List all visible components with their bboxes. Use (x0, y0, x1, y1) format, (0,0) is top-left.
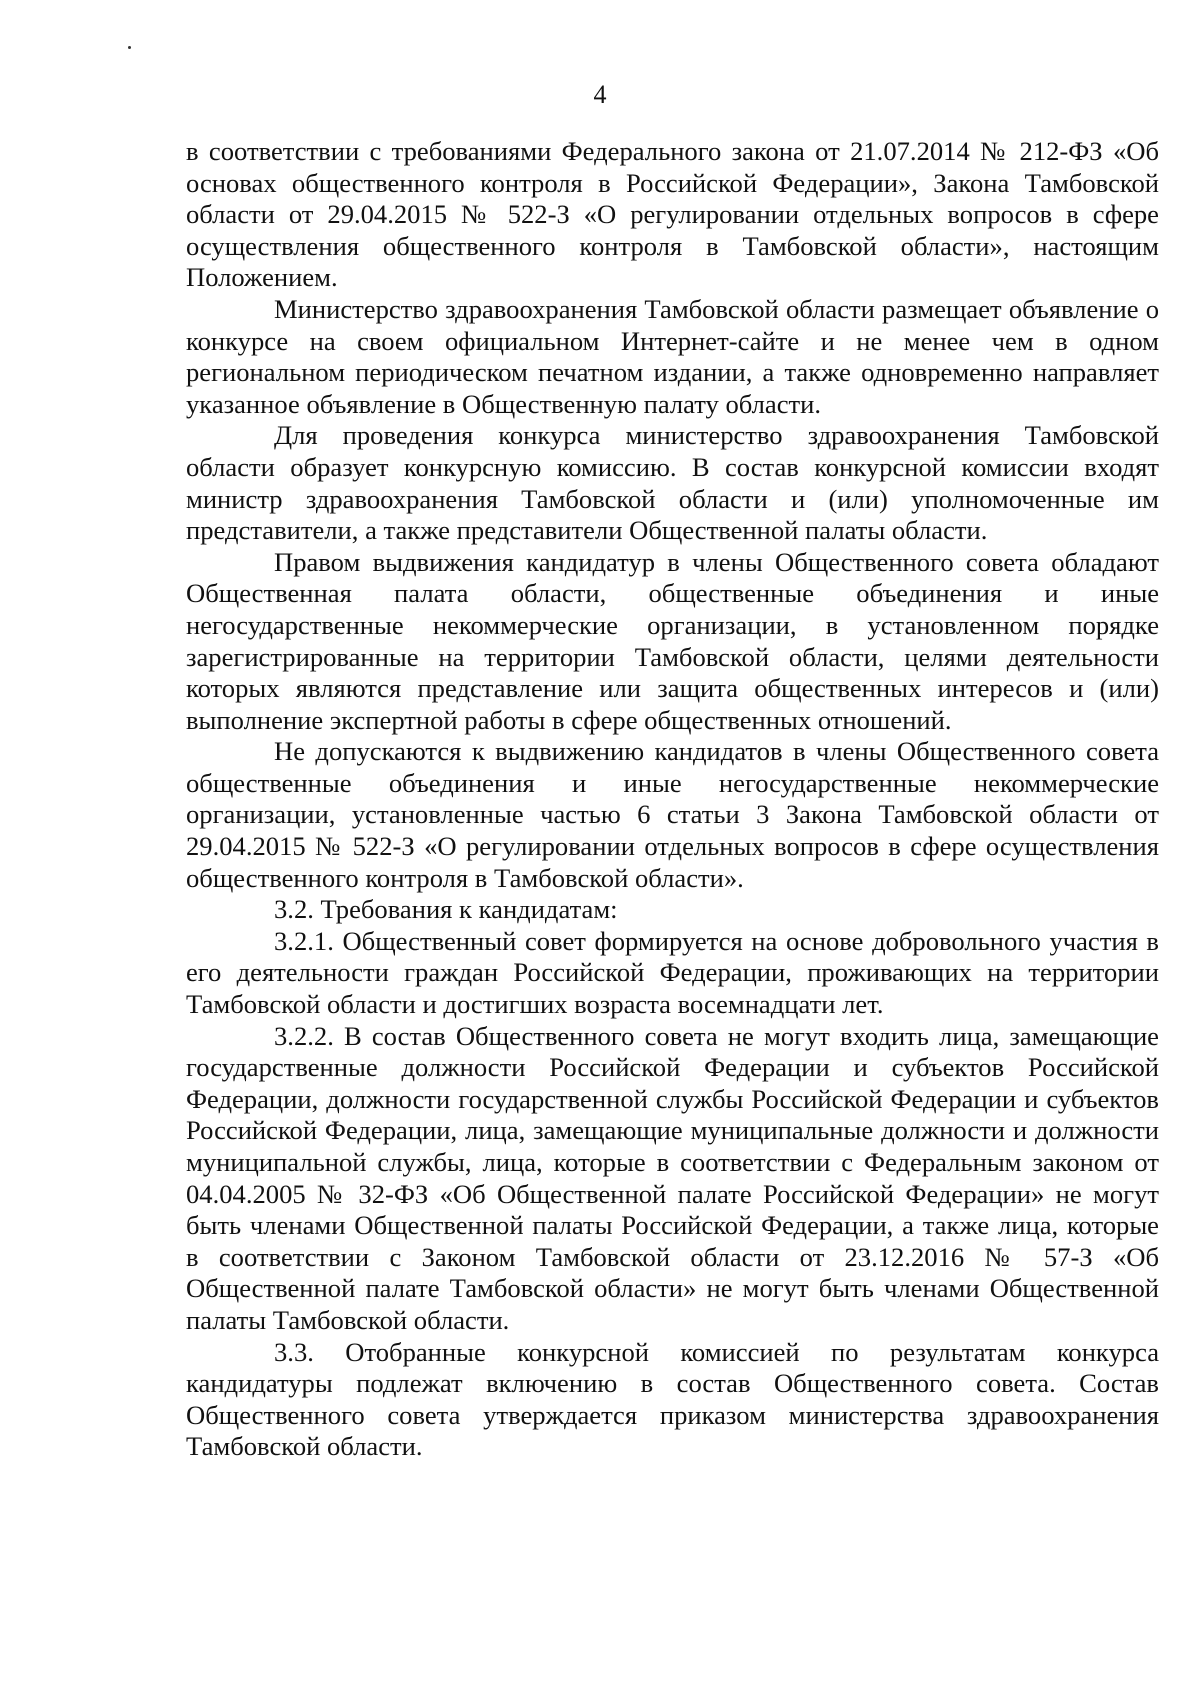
paragraph-3-3: 3.3. Отобранные конкурсной комиссией по результатам конкурса кандидатуры подлежат включению в состав Общественного совета. Состав Общественного совета утверждается приказом министерства здравоохранения Тамбовской области. (186, 1336, 1159, 1462)
paragraph-nomination-right: Правом выдвижения кандидатур в члены Общественного совета обладают Общественная палата области, общественные объединения и иные негосударственные некоммерческие организации, в установленном порядке зарегистрированные на территории Тамбовской области, целями деятельности которых являются представление или защита общественных интересов и (или) выполнение экспертной работы в сфере общественных отношений. (186, 546, 1159, 735)
paragraph-nomination-restriction: Не допускаются к выдвижению кандидатов в члены Общественного совета общественные объединения и иные негосударственные некоммерческие организации, установленные частью 6 статьи 3 Закона Тамбовской области от 29.04.2015 № 522-З «О регулировании отдельных вопросов в сфере осуществления общественного контроля в Тамбовской области». (186, 736, 1159, 893)
paragraph-3-2-1: 3.2.1. Общественный совет формируется на основе добровольного участия в его деятельности граждан Российской Федерации, проживающих на территории Тамбовской области и достигших возраста восемнадцати лет. (186, 925, 1159, 1020)
document-body (186, 136, 1159, 1463)
paragraph-continuation: в соответствии с требованиями Федерального закона от 21.07.2014 № 212-ФЗ «Об основах общественного контроля в Российской Федерации», Закона Тамбовской области от 29.04.2015 № 522-З «О регулировании отдельных вопросов в сфере осуществления общественного контроля в Тамбовской области», настоящим Положением. (186, 136, 1159, 293)
paragraph-announcement: Министерство здравоохранения Тамбовской области размещает объявление о конкурсе на своем официальном Интернет-сайте и не менее чем в одном региональном периодическом печатном издании, а также одновременно направляет указанное объявление в Общественную палату области. (186, 293, 1159, 419)
paragraph-3-2-2: 3.2.2. В состав Общественного совета не могут входить лица, замещающие государственные должности Российской Федерации и субъектов Российской Федерации, должности государственной службы Российской Федерации и субъектов Российской Федерации, лица, замещающие муниципальные должности и должности муниципальной службы, лица, которые в соответствии с Федеральным законом от 04.04.2005 № 32-ФЗ «Об Общественной палате Российской Федерации» не могут быть членами Общественной палаты Российской Федерации, а также лица, которые в соответствии с Законом Тамбовской области от 23.12.2016 № 57-З «Об Общественной палате Тамбовской области» не могут быть членами Общественной палаты Тамбовской области. (186, 1020, 1159, 1335)
section-heading-3-2: 3.2. Требования к кандидатам: (274, 894, 618, 925)
paragraph-commission: Для проведения конкурса министерство здравоохранения Тамбовской области образует конкурсную комиссию. В состав конкурсной комиссии входят министр здравоохранения Тамбовской области и (или) уполномоченные им представители, а также представители Общественной палаты области. (186, 420, 1159, 546)
page-number: 4 (593, 80, 607, 109)
scan-speck (128, 46, 131, 49)
